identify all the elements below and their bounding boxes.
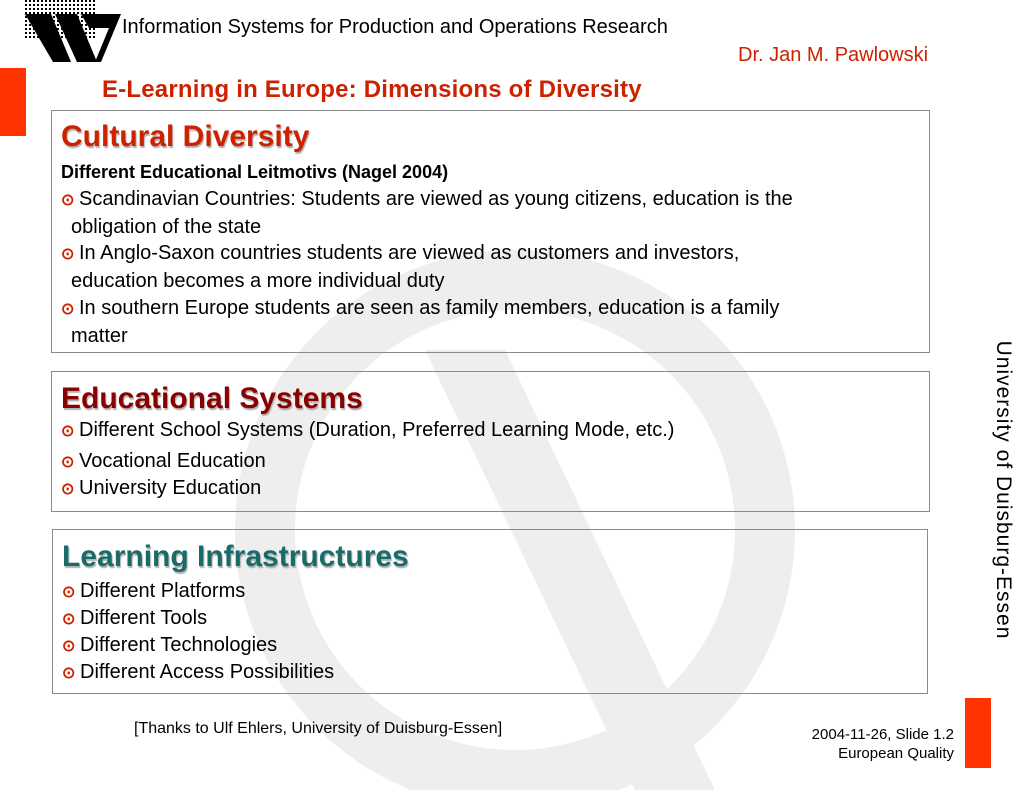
footer-quality: European Quality [838,745,954,762]
bullet-icon: ⊙ [61,481,75,498]
list-item: ⊙ Different Technologies [62,632,902,660]
bullet-icon: ⊙ [62,584,76,601]
list-item: ⊙ Different Tools [62,605,902,633]
bullet-icon: ⊙ [61,454,75,471]
bullet-icon: ⊙ [62,611,76,628]
bullet-icon: ⊙ [62,665,76,682]
list-item: ⊙ Different School Systems (Duration, Preferred Learning Mode, etc.) [61,417,901,445]
right-accent-bar [965,698,991,768]
bullet-icon: ⊙ [61,423,75,440]
list-item: ⊙ University Education [61,475,901,503]
list-item: ⊙ In Anglo-Saxon countries students are viewed as customers and investors, education becomes a more individual duty [61,242,740,292]
section-title: Cultural Diversity [61,120,310,153]
left-accent-bar [0,68,26,136]
list-item: ⊙ Different Platforms [62,578,902,606]
bullet-icon: ⊙ [61,192,75,209]
bullet-icon: ⊙ [61,246,75,263]
slide-title: E-Learning in Europe: Dimensions of Diversity [102,76,642,103]
list-item: ⊙ Vocational Education [61,448,901,476]
list-item: ⊙ In southern Europe students are seen as family members, education is a family matter [61,297,780,347]
university-logo [25,0,121,62]
list-item: ⊙ Different Access Possibilities [62,659,902,687]
cultural-diversity-box [51,110,930,353]
footer-date-slide: 2004-11-26, Slide 1.2 [811,726,954,743]
educational-systems-box [51,371,930,512]
learning-infrastructures-box [52,529,928,694]
section-subtitle: Different Educational Leitmotivs (Nagel 2004) [61,162,449,182]
bullet-icon: ⊙ [61,301,75,318]
section-title: Educational Systems [61,382,363,415]
footer-credits: [Thanks to Ulf Ehlers, University of Duisburg-Essen] [134,720,503,737]
section-title: Learning Infrastructures [62,540,409,573]
header-author: Dr. Jan M. Pawlowski [738,44,929,66]
university-name: University of Duisburg-Essen [992,340,1015,640]
bullet-icon: ⊙ [62,638,76,655]
header-title: Information Systems for Production and Operations Research [122,16,668,38]
list-item: ⊙ Scandinavian Countries: Students are viewed as young citizens, education is the obligation of the state [61,188,793,238]
